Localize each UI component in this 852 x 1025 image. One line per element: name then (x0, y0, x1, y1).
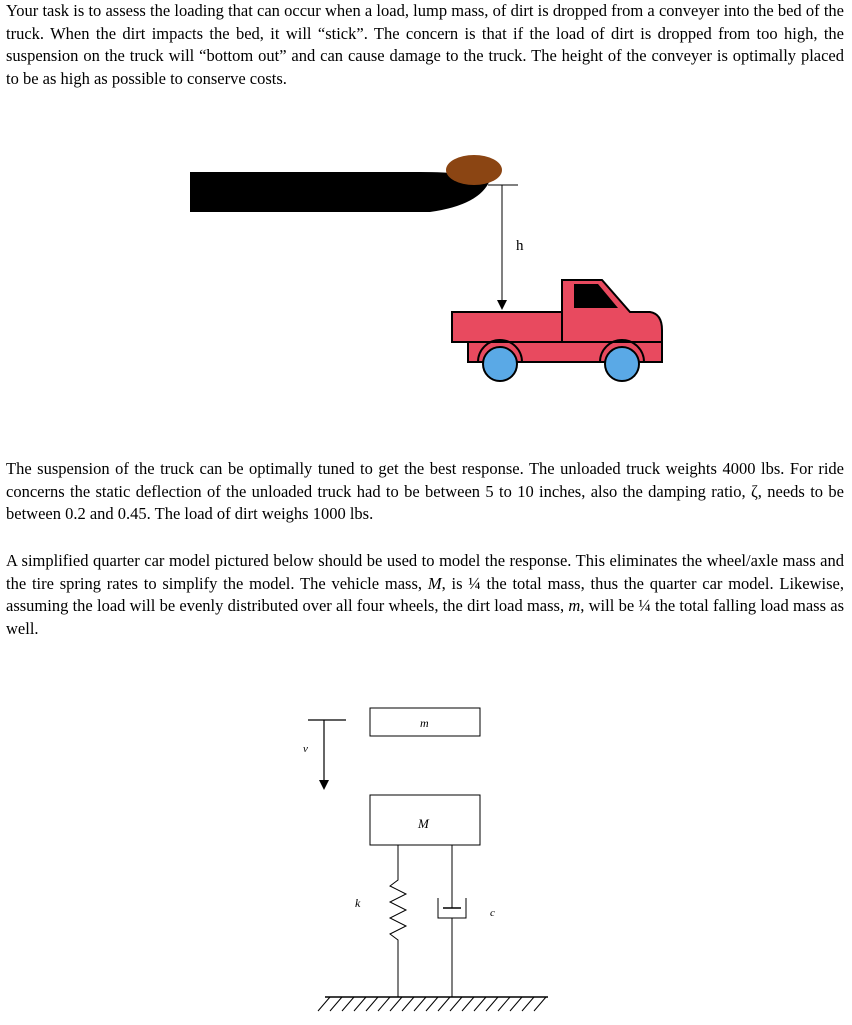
suspension-paragraph: The suspension of the truck can be optimally tuned to get the best response. The unloaded truck weights 4000 lbs. For ride concerns the static deflection of the unloaded truck had to be between 5 to 10 inches, also the damping ratio, ζ, needs to be between 0.2 and 0.45. The load of dirt weighs 1000 lbs. (6, 459, 844, 523)
vehicle-mass-label: M (418, 816, 429, 831)
load-mass-label: m (420, 716, 429, 730)
spring (390, 845, 406, 997)
ground-hatching (318, 997, 546, 1011)
velocity-label: v (303, 743, 308, 755)
dirt-lump (446, 155, 502, 185)
height-label: h (516, 238, 524, 254)
quarter-car-model-figure (0, 700, 852, 1020)
intro-paragraph: Your task is to assess the loading that can occur when a load, lump mass, of dirt is dropped from a conveyer into the bed of the truck. When the dirt impacts the bed, it will “stick”. The concern is that if the load of dirt is dropped from too high, the suspension on the truck will “bottom out” and can cause damage to the truck. The height of the conveyer is optimally placed to be as high as possible to conserve costs. (6, 1, 844, 88)
front-wheel (605, 347, 639, 381)
conveyer-truck-figure (0, 150, 852, 390)
quarter-car-paragraph: A simplified quarter car model pictured below should be used to model the response. This eliminates the wheel/axle mass and the tire spring rates to simplify the model. The vehicle mass, M, is ¼ the total mass, thus the quarter car model. Likewise, assuming the load will be evenly distributed over all four wheels, the dirt load mass, m, will be ¼ the total falling load mass as well. (6, 551, 844, 638)
spring-label: k (355, 896, 361, 910)
truck-bed (452, 312, 562, 342)
vehicle-mass-symbol: M (427, 573, 442, 593)
height-arrow (497, 300, 507, 310)
velocity-arrow (319, 780, 329, 790)
conveyer-belt (190, 172, 490, 212)
load-mass-symbol: m (568, 596, 581, 615)
rear-wheel (483, 347, 517, 381)
damper-label: c (490, 907, 495, 919)
